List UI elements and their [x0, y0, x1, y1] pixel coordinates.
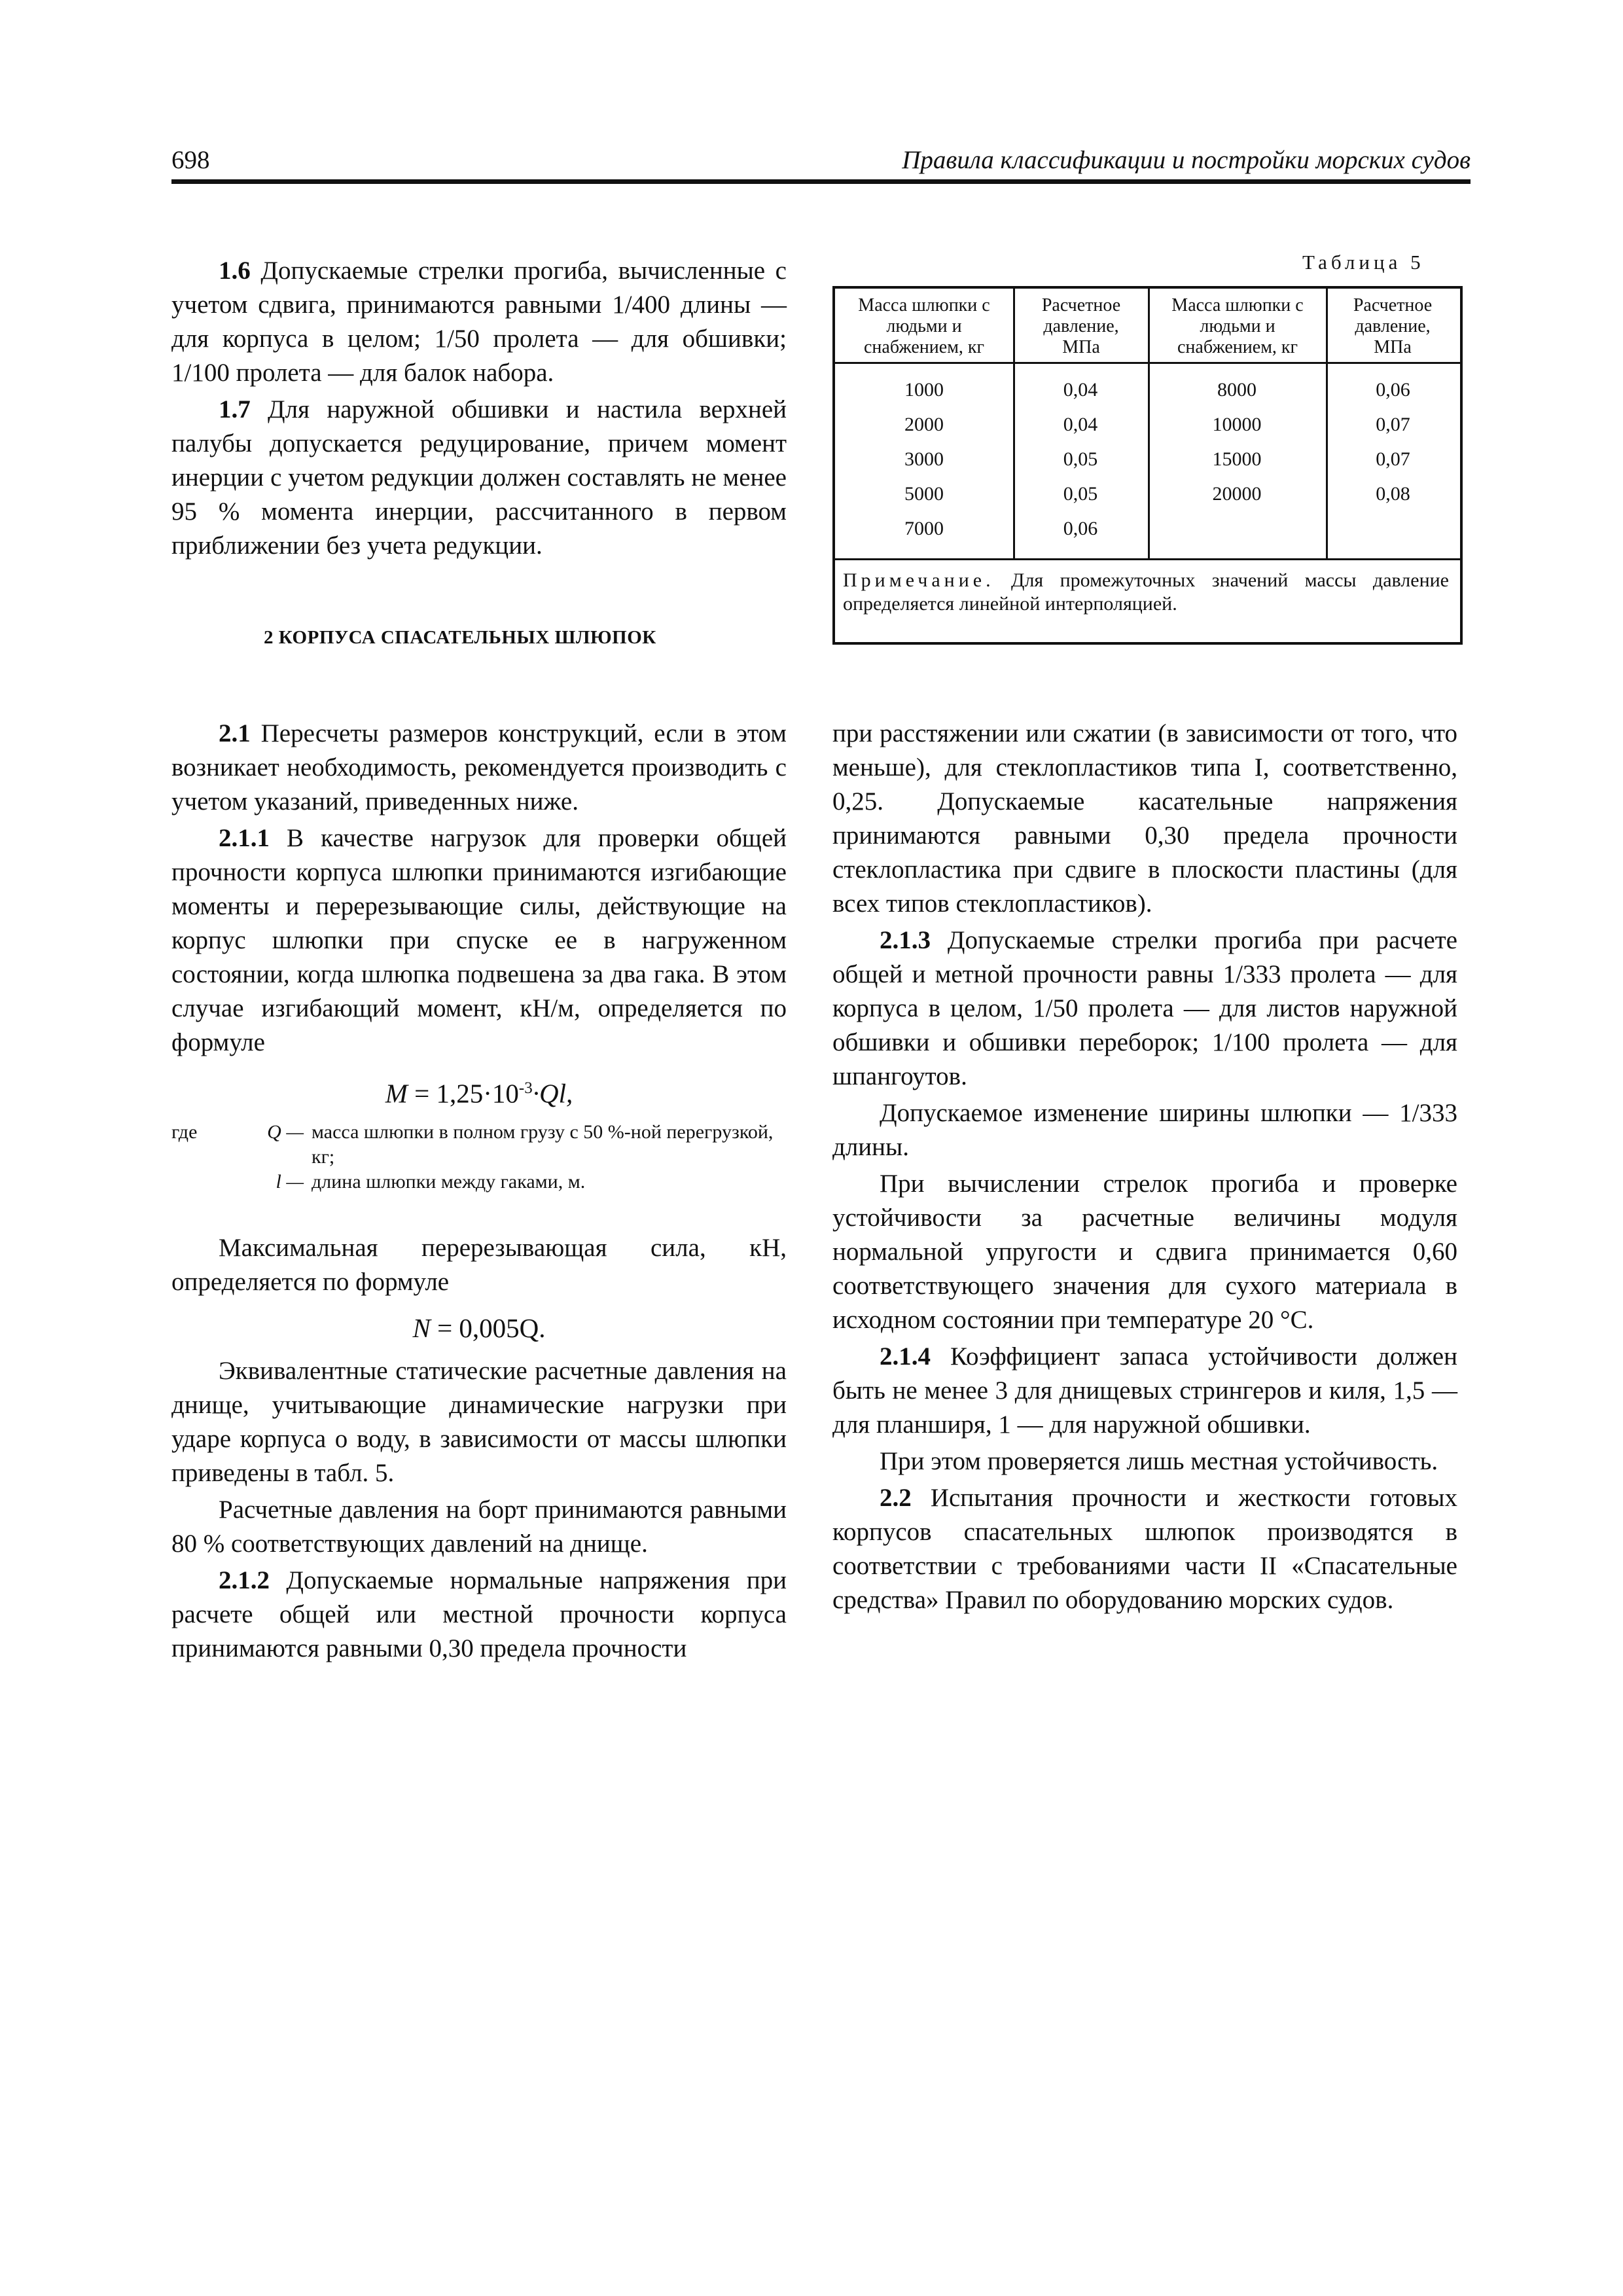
clause-number: 2.1.3 [880, 926, 931, 954]
paragraph-board-pressure: Расчетные давления на борт принимаются равными 80 % соответствующих давлений на днище. [171, 1495, 787, 1558]
paragraph-2-2 [832, 1481, 1457, 1617]
table-cell: 0,07 [1376, 448, 1410, 470]
paragraph-2-1-4 [832, 1340, 1457, 1442]
paragraph-2-1-1 [171, 821, 787, 1060]
paragraph-2-1-3 [832, 924, 1457, 1094]
table-cell: 0,07 [1376, 414, 1410, 435]
page-header [171, 145, 1471, 184]
table-5 [832, 286, 1463, 645]
table-header-cell: Масса шлюпки с людьми и снабжением, кг [1171, 295, 1304, 357]
table-divider [835, 558, 1460, 560]
paragraph-text: Допускаемые стрелки прогиба, вычисленные с учетом сдвига, принимаются равными 1/400 длины — для корпуса в целом; 1/50 пролета — для обшивки; 1/100 пролета — для балок набора. [171, 257, 787, 387]
note-text: Для промежуточных значений массы давление определяется линейной интерполяцией. [843, 569, 1449, 615]
paragraph-1-7 [171, 393, 787, 563]
table-caption: Таблица 5 [1302, 251, 1425, 274]
formula-shear [171, 1311, 787, 1345]
paragraph-calc: При вычислении стрелок прогиба и проверке устойчивости за расчетные величины модуля нормальной упругости и сдвига принимается 0,60 соответствующего значения для сухого материала в исходном состоянии при температуре 20 °С. [832, 1170, 1457, 1334]
table-cell: 15000 [1212, 448, 1262, 470]
legend-symbol: Q — [267, 1121, 304, 1143]
clause-number: 2.1.1 [219, 824, 270, 852]
paragraph-text: Допускаемые стрелки прогиба при расчете общей и метной прочности равны 1/333 пролета — для корпуса в целом, 1/50 пролета — для листов наружной обшивки и обшивки переборок; 1/100 пролета — для шпангоутов. [832, 926, 1457, 1090]
table-cell: 0,05 [1063, 483, 1098, 505]
table-cell: 7000 [904, 518, 944, 539]
paragraph-text: Допускаемые нормальные напряжения при расчете общей или местной прочности корпуса принимаются равными 0,30 предела прочности [171, 1566, 787, 1662]
table-cell: 5000 [904, 483, 944, 505]
paragraph-equivalent-pressure: Эквивалентные статические расчетные давления на днище, учитывающие динамические нагрузки при ударе корпуса о воду, в зависимости от массы шлюпки приведены в табл. 5. [171, 1356, 787, 1487]
table-cell: 3000 [904, 448, 944, 470]
page-number: 698 [171, 146, 210, 174]
formula-symbol: M [385, 1078, 408, 1109]
formula-text: ·Ql, [532, 1078, 573, 1109]
section-heading: 2 КОРПУСА СПАСАТЕЛЬНЫХ ШЛЮПОК [264, 627, 656, 648]
table-cell: 10000 [1212, 414, 1262, 435]
formula-text: = 1,25·10 [407, 1078, 519, 1109]
paragraph-text: Испытания прочности и жесткости готовых корпусов спасательных шлюпок производятся в соответствии с требованиями части II «Спасательные средства» Правил по оборудованию морских судов. [832, 1484, 1457, 1614]
table-cell: 0,06 [1063, 518, 1098, 539]
paragraph-text: Коэффициент запаса устойчивости должен быть не менее 3 для днищевых стрингеров и киля, 1,5 — для планширя, 1 — для наружной обшивки. [832, 1342, 1457, 1439]
clause-number: 1.6 [219, 257, 251, 285]
left-column [171, 717, 787, 1668]
paragraph-text: В качестве нагрузок для проверки общей прочности корпуса шлюпки принимаются изгибающие моменты и перерезывающие силы, действующие на корпус шлюпки при спуске ее в нагруженном состоянии, когда шлюпка подвешена за два гака. В этом случае изгибающий момент, кН/м, определяется по формуле [171, 824, 787, 1056]
formula-legend [171, 1120, 787, 1194]
right-column [832, 717, 1457, 1620]
paragraph-2-1-2 [171, 1564, 787, 1666]
table-cell: 0,04 [1063, 379, 1098, 401]
table-cell: 1000 [904, 379, 944, 401]
table-cell: 8000 [1217, 379, 1257, 401]
legend-row [171, 1170, 787, 1194]
paragraph-1-6 [171, 254, 787, 390]
table-header-cell: Расчетное давление, МПа [1041, 295, 1121, 357]
legend-symbol: l — [276, 1170, 304, 1193]
formula-text: = 0,005Q. [430, 1312, 546, 1343]
table-cell: 0,04 [1063, 414, 1098, 435]
left-top-text [171, 254, 787, 565]
table-cell: 0,08 [1376, 483, 1410, 505]
formula-symbol: N [412, 1312, 431, 1343]
paragraph-width: Допускаемое изменение ширины шлюпки — 1/333 длины. [832, 1099, 1457, 1161]
table-note [843, 569, 1449, 616]
running-title: Правила классификации и постройки морских судов [902, 146, 1471, 174]
clause-number: 2.2 [880, 1484, 912, 1512]
formula-exponent: -3 [518, 1079, 533, 1097]
table-divider [835, 362, 1460, 364]
legend-text: масса шлюпки в полном грузу с 50 %-ной перегрузкой, кг; [312, 1121, 774, 1168]
table-cell: 20000 [1212, 483, 1262, 505]
table-cell: 0,05 [1063, 448, 1098, 470]
paragraph-text: Пересчеты размеров конструкций, если в этом возникает необходимость, рекомендуется производить с учетом указаний, приведенных ниже. [171, 719, 787, 816]
paragraph-local-stability: При этом проверяется лишь местная устойчивость. [880, 1447, 1438, 1475]
formula-moment [171, 1071, 787, 1111]
paragraph-text: Для наружной обшивки и настила верхней палубы допускается редуцирование, причем момент инерции с учетом редукции должен составлять не менее 95 % момента инерции, рассчитанного в первом приближении без учета редукции. [171, 395, 787, 560]
clause-number: 2.1.2 [219, 1566, 270, 1594]
table-header-cell: Расчетное давление, МПа [1353, 295, 1433, 357]
legend-row [171, 1120, 787, 1170]
paragraph-2-1 [171, 717, 787, 819]
table-cell: 2000 [904, 414, 944, 435]
table-cell: 0,06 [1376, 379, 1410, 401]
clause-number: 2.1.4 [880, 1342, 931, 1371]
paragraph-shear: Максимальная перерезывающая сила, кН, определяется по формуле [171, 1233, 787, 1296]
clause-number: 1.7 [219, 395, 251, 423]
note-label: Примечание. [843, 569, 995, 591]
clause-number: 2.1 [219, 719, 251, 747]
paragraph-continued: при расстяжении или сжатии (в зависимости от того, что меньше), для стеклопластиков типа I, соответственно, 0,25. Допускаемые касательные напряжения принимаются равными 0,30 предела прочности стеклопластика при сдвиге в плоскости пластины (для всех типов стеклопластиков). [832, 719, 1457, 918]
legend-text: длина шлюпки между гаками, м. [312, 1170, 586, 1193]
table-header-cell: Масса шлюпки с людьми и снабжением, кг [858, 295, 990, 357]
legend-where: где [171, 1121, 198, 1143]
